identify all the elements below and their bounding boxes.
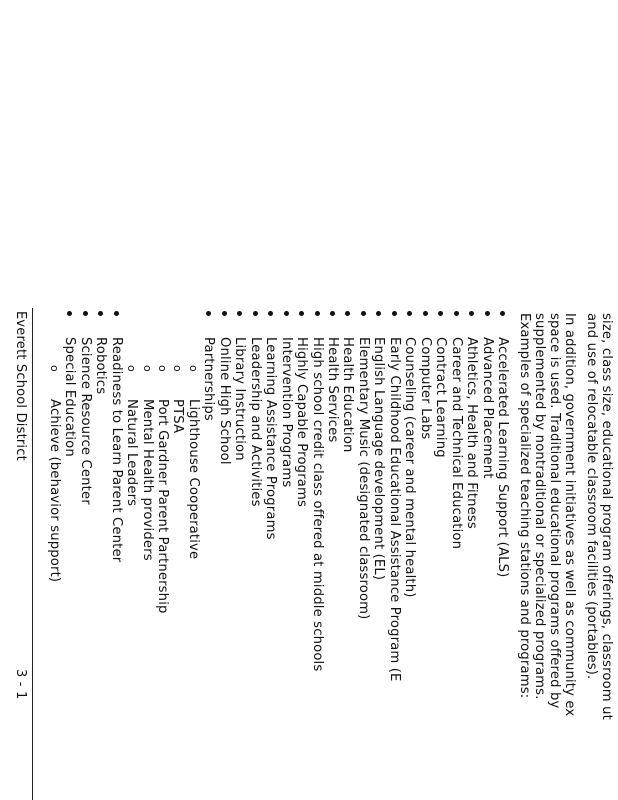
- list-item-text: Advanced Placement: [479, 337, 495, 479]
- bullet-icon: [361, 311, 366, 316]
- list-item-text: Highly Capable Programs: [294, 337, 310, 508]
- list-item: [62, 311, 77, 682]
- list-item-text: Elementary Music (designated classroom): [355, 337, 371, 620]
- list-item: [479, 311, 494, 682]
- list-item-text: Intervention Programs: [278, 337, 294, 488]
- list-item: [495, 311, 510, 682]
- list-item: [417, 311, 432, 682]
- bullet-icon: [345, 311, 350, 316]
- list-item: [232, 311, 247, 682]
- paragraph-line: space is used. Traditional educational programs offered by: [547, 313, 562, 709]
- list-item: [247, 311, 262, 682]
- bullet-icon: [67, 311, 72, 316]
- sub-list-item: [124, 311, 139, 682]
- list-item: [448, 311, 463, 682]
- specialized-programs-list: [46, 311, 510, 682]
- list-item: [386, 311, 401, 682]
- bullet-icon: [237, 311, 242, 316]
- sub-bullet-icon: o: [125, 365, 139, 372]
- list-intro-heading: Examples of specialized teaching stations and programs:: [517, 313, 532, 699]
- bullet-icon: [376, 311, 381, 316]
- bullet-icon: [423, 311, 428, 316]
- list-item-text: Accelerated Learning Support (ALS): [495, 337, 510, 578]
- bullet-icon: [438, 311, 443, 316]
- footer-page-number: 3 - 1: [13, 669, 28, 700]
- sub-bullet-icon: o: [171, 365, 185, 372]
- paragraph-government-initiatives: [532, 313, 577, 716]
- bullet-icon: [500, 311, 505, 316]
- list-item: [263, 311, 278, 682]
- list-item: [371, 311, 386, 682]
- list-item-text: Lighthouse Cooperative: [185, 399, 201, 560]
- bullet-icon: [253, 311, 258, 316]
- sub-bullet-icon: o: [47, 365, 61, 372]
- list-item: [464, 311, 479, 682]
- paragraph-classroom-utilization: [584, 313, 614, 720]
- list-item-text: Natural Leaders: [124, 399, 140, 507]
- bullet-icon: [268, 311, 273, 316]
- list-item-text: Health Services: [325, 337, 341, 443]
- paragraph-line: supplemented by nontraditional or specialized programs.: [532, 313, 547, 700]
- sub-list-item: [46, 311, 61, 682]
- bullet-icon: [222, 311, 227, 316]
- bullet-icon: [83, 311, 88, 316]
- list-item: [294, 311, 309, 682]
- sub-bullet-icon: o: [156, 365, 170, 372]
- list-item-text: Learning Assistance Programs: [263, 337, 279, 540]
- list-item: [77, 311, 92, 682]
- sub-bullet-icon: o: [186, 365, 200, 372]
- list-item-text: Athletics, Health and Fitness: [464, 337, 480, 529]
- footer-divider: [32, 308, 33, 800]
- paragraph-line: size, class size, educational program offerings, classroom ut: [599, 313, 614, 720]
- list-item-text: Achieve (behavior support): [46, 399, 62, 583]
- list-item-text: High school credit class offered at middle schools: [309, 337, 325, 672]
- list-item-text: Online High School: [216, 337, 232, 465]
- list-item: [355, 311, 370, 682]
- list-item-text: Mental Health providers: [139, 399, 155, 561]
- bullet-icon: [330, 311, 335, 316]
- paragraph-line: and use of relocatable classroom facilities (portables).: [584, 313, 599, 680]
- list-item-text: Computer Labs: [417, 337, 433, 440]
- list-item-text: Port Gardner Parent Partnership: [155, 399, 171, 614]
- sub-bullet-icon: o: [140, 365, 154, 372]
- list-item-text: Robotics: [93, 337, 109, 395]
- list-item-text: PTSA: [170, 399, 186, 434]
- list-item-text: Readiness to Learn Parent Center: [108, 337, 124, 563]
- list-item: [309, 311, 324, 682]
- list-item-text: Counseling (career and mental health): [402, 337, 418, 598]
- bullet-icon: [114, 311, 119, 316]
- bullet-icon: [469, 311, 474, 316]
- list-item: [278, 311, 293, 682]
- list-item-text: Science Resource Center: [77, 337, 93, 505]
- footer-district-name: Everett School District: [13, 311, 28, 461]
- list-item-text: Partnerships: [201, 337, 217, 421]
- bullet-icon: [284, 311, 289, 316]
- sub-list-item: [139, 311, 154, 682]
- list-item: [93, 311, 108, 682]
- list-item: [402, 311, 417, 682]
- bullet-icon: [392, 311, 397, 316]
- sub-list-item: [185, 311, 200, 682]
- bullet-icon: [407, 311, 412, 316]
- paragraph-line: In addition, government initiatives as well as community ex: [562, 313, 577, 717]
- list-item: [216, 311, 231, 682]
- list-item: [201, 311, 216, 682]
- list-item: [340, 311, 355, 682]
- list-item-text: Leadership and Activities: [247, 337, 263, 507]
- sub-list-item: [170, 311, 185, 682]
- bullet-icon: [299, 311, 304, 316]
- bullet-icon: [315, 311, 320, 316]
- list-item: [108, 311, 123, 682]
- list-item-text: Special Education: [62, 337, 78, 457]
- list-item-text: Contract Learning: [433, 337, 449, 458]
- bullet-icon: [98, 311, 103, 316]
- list-item: [325, 311, 340, 682]
- list-item-text: Health Education: [340, 337, 356, 453]
- bullet-icon: [206, 311, 211, 316]
- list-item-text: Early Childhood Educational Assistance Program (E: [386, 337, 402, 682]
- bullet-icon: [485, 311, 490, 316]
- list-item-text: Career and Technical Education: [448, 337, 464, 550]
- bullet-icon: [454, 311, 459, 316]
- sub-list-item: [155, 311, 170, 682]
- list-item: [433, 311, 448, 682]
- list-item-text: Library Instruction: [232, 337, 248, 461]
- list-item-text: English Language development (EL): [371, 337, 387, 581]
